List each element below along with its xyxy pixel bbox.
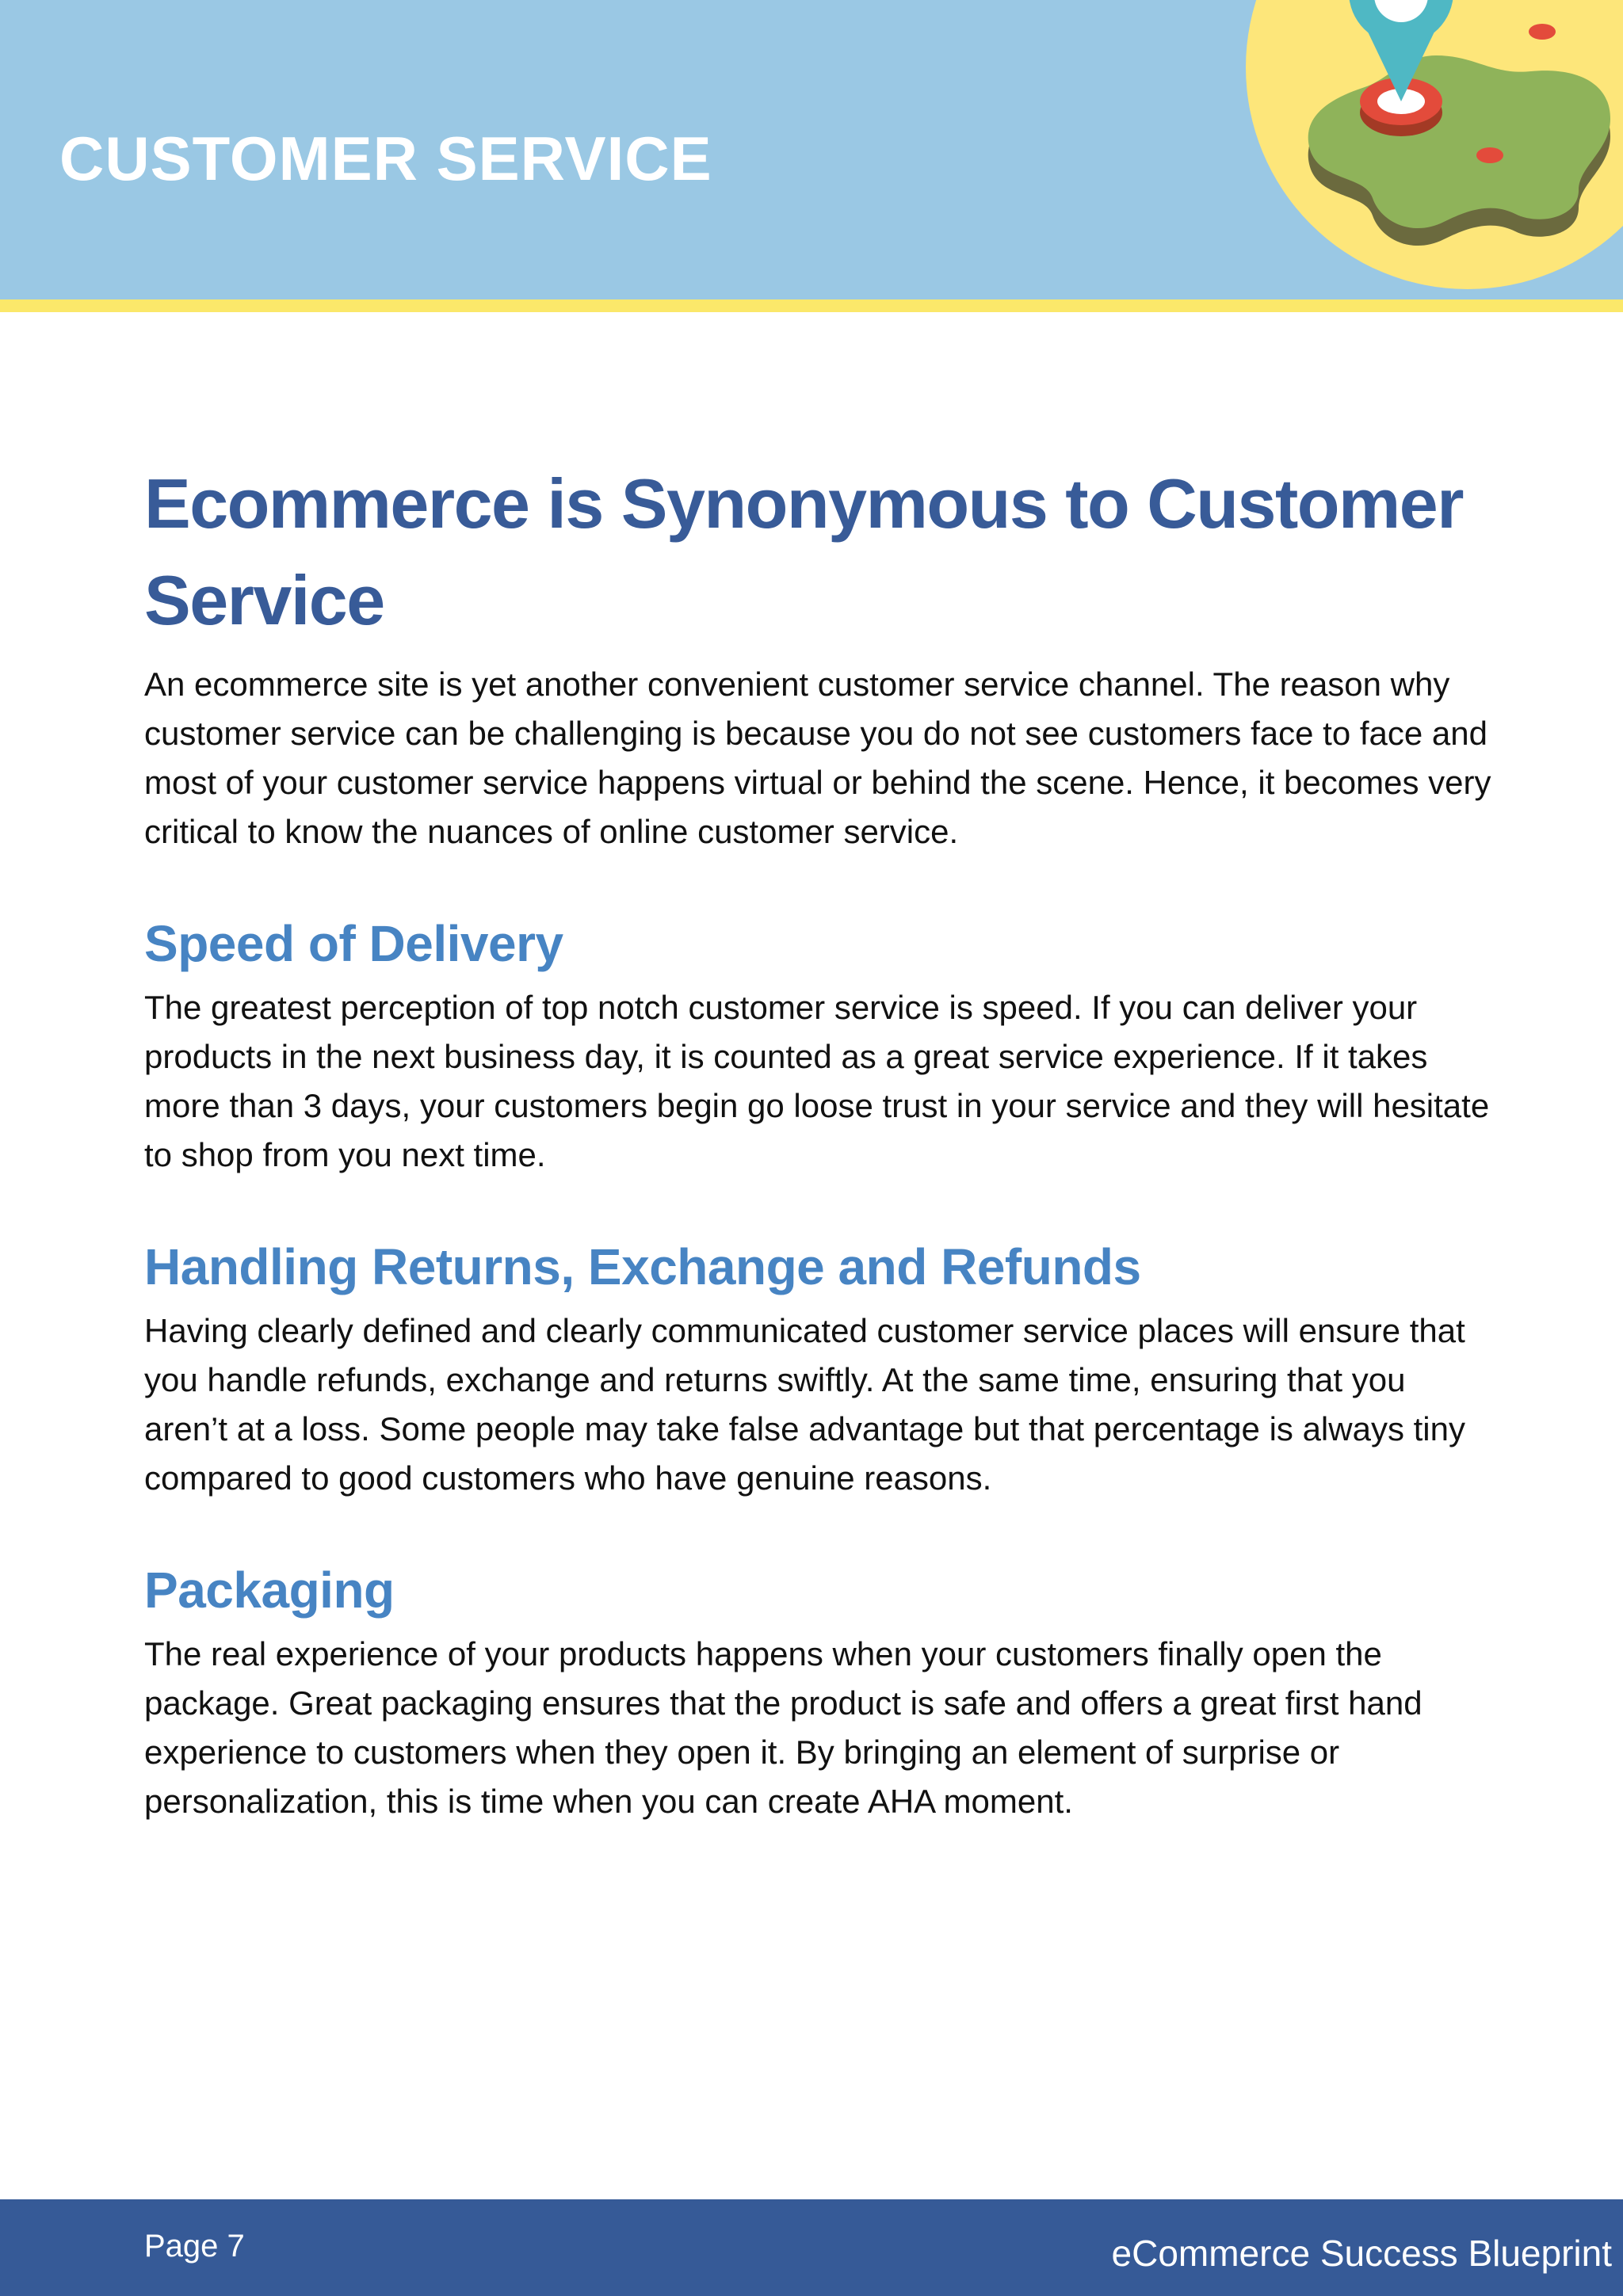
section-body-returns: Having clearly defined and clearly communicated customer service places will ensure that you handle refunds, exchange and returns swiftly. At the same time, ensuring that you aren’t at a loss. Some people may take false advantage but that percentage is always tiny compared to good customers who have genuine reasons. [144,1312,1465,1497]
section-heading-speed-of-delivery: Speed of Delivery [144,915,563,972]
page-header [0,0,1623,299]
page-footer [0,2199,1623,2296]
section-heading-returns: Handling Returns, Exchange and Refunds [144,1238,1141,1295]
page-number: Page 7 [144,2229,245,2264]
page-content [144,456,1491,1826]
map-pin-icon [1238,0,1623,299]
page-title: Ecommerce is Synonymous to Customer Service [144,464,1463,639]
header-stripe [0,299,1623,312]
section-heading-packaging: Packaging [144,1562,395,1619]
intro-paragraph: An ecommerce site is yet another convenient customer service channel. The reason why customer service can be challenging is because you do not see customers face to face and most of your customer service happens virtual or behind the scene. Hence, it becomes very critical to know the nuances of online customer service. [144,666,1491,850]
section-body-speed-of-delivery: The greatest perception of top notch customer service is speed. If you can deliver your products in the next business day, it is counted as a great service experience. If it takes more than 3 days, your customers begin go loose trust in your service and they will hesitate to shop from you next time. [144,989,1490,1173]
section-body-packaging: The real experience of your products happens when your customers finally open the package. Great packaging ensures that the product is safe and offers a great first hand experience to customers when they open it. By bringing an element of surprise or personalization, this is time when you can create AHA moment. [144,1635,1423,1820]
footer-brand: eCommerce Success Blueprint [1111,2233,1612,2274]
header-title: CUSTOMER SERVICE [59,124,712,193]
